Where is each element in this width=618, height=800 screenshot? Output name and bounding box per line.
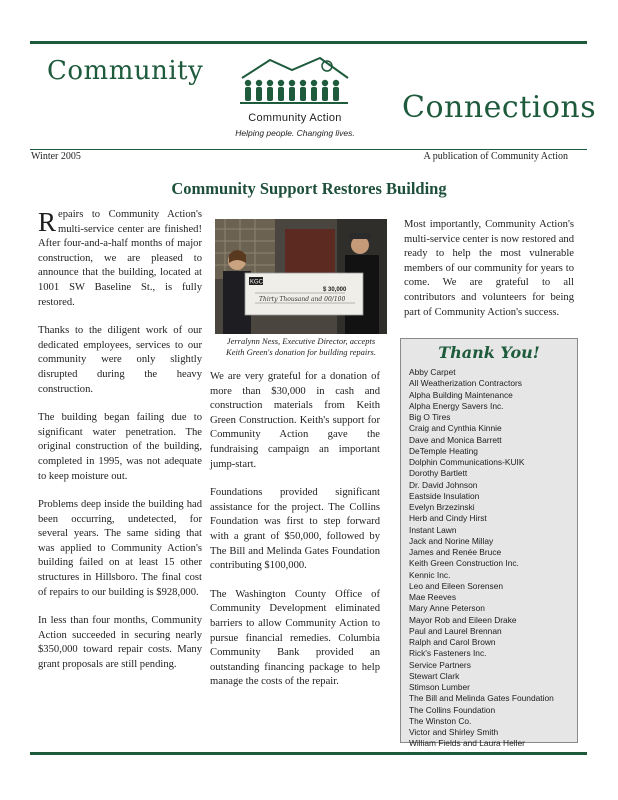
donor-name: James and Renée Bruce [409,547,502,557]
logo-tagline: Helping people. Changing lives. [235,128,355,138]
drop-cap: R [38,207,57,237]
article-paragraph: The building began failing due to significant water penetration. The original construction of the building, completed in 1995, was not adequate to keep moisture out. [38,412,202,482]
donor-name: Abby Carpet [409,367,456,377]
donor-name: Leo and Eileen Sorensen [409,580,504,591]
donor-name: Alpha Energy Savers Inc. [409,400,504,411]
article-paragraph: The Washington County Office of Community Development eliminated barriers to allow Community Action to pursue financial remedies. Columbia Community Bank provided an outstanding financing package to help manage the costs of the repair. [210,588,380,688]
donor-name: Kennic Inc. [409,569,451,580]
article-paragraph: Problems deep inside the building had been occurring, undetected, for several years. The same siding that was applied to Community Action's building failed on at least 15 other structures in Hillsboro. The final cost of repairs to our building is $928,000. [38,499,202,598]
svg-text:KGC: KGC [250,279,264,286]
logo-name: Community Action [248,112,342,124]
bottom-rule [30,752,587,755]
article-paragraph: Most importantly, Community Action's multi-service center is now restored and ready to help the most vulnerable members of our community for years to come. We are grateful to all contributors and volunteers for being part of Community Action's success. [404,219,574,318]
article-column-3 [404,218,574,334]
donor-name: Herb and Cindy Hirst [409,513,487,524]
article-column-2 [210,370,380,704]
donor-name: Stewart Clark [409,670,460,681]
article-headline: Community Support Restores Building [171,179,447,198]
article-paragraph: In less than four months, Community Action succeeded in securing nearly $350,000 toward repair costs. Many grant proposals are still pending. [38,615,202,671]
photo-caption-line: Keith Green's donation for building repairs. [226,347,376,357]
check-text: Thirty Thousand and 00/100 [259,296,346,303]
donor-name: Alpha Building Maintenance [409,389,513,400]
publication-line: A publication of Community Action [423,151,568,162]
donor-list [409,367,554,750]
photo-caption [210,336,392,358]
donor-name: Keith Green Construction Inc. [409,558,519,569]
donor-name: Mayor Rob and Eileen Drake [409,614,517,625]
donor-name: Dave and Monica Barrett [409,434,502,445]
masthead-connections: Connections [402,90,597,125]
issue-date: Winter 2005 [31,151,81,162]
donor-name: Dolphin Communications-KUIK [409,457,525,467]
donation-photo [215,219,387,334]
article-column-1 [38,208,202,687]
donor-name: The Winston Co. [409,715,472,726]
donor-name: Dorothy Bartlett [409,468,468,479]
donor-name: The Bill and Melinda Gates Foundation [409,693,554,704]
donor-name: Eastside Insulation [409,490,480,501]
masthead-community: Community [47,56,204,86]
check-amount: $ 30,000 [323,287,347,293]
article-paragraph: We are very grateful for a donation of more than $30,000 in cash and construction materials from Keith Green Construction. Keith's support for Community Action gave the fundraising campaign an important jump-start. [210,371,380,470]
photo-illustration [215,219,387,334]
donor-name: Victor and Shirley Smith [409,727,499,737]
donor-name: The Collins Foundation [409,704,496,715]
donor-name: Dr. David Johnson [409,479,478,490]
donor-name: Mae Reeves [409,592,457,602]
donor-name: Ralph and Carol Brown [409,637,496,647]
donor-name: Paul and Laurel Brennan [409,625,502,636]
donor-name: Mary Anne Peterson [409,603,485,614]
logo-people-icon [230,56,360,112]
donor-name: Instant Lawn [409,524,457,535]
thank-you-box [400,338,578,749]
article-paragraph: Foundations provided significant assistance for the project. The Collins Foundation was first to step forward with a grant of $50,000, followed by The Bill and Melinda Gates Foundation contributing $100,000. [210,487,380,572]
donor-name: Service Partners [409,659,471,670]
article-paragraph: Thanks to the diligent work of our dedicated employees, services to our community were only slightly disrupted during the heavy construction. [38,325,202,395]
donor-name: DeTemple Heating [409,445,478,456]
thank-you-title: Thank You! [438,343,540,362]
donor-name: All Weatherization Contractors [409,378,522,389]
donor-name: William Fields and Laura Heller [409,738,525,749]
community-action-logo [230,56,360,144]
donor-name: Rick's Fasteners Inc. [409,648,487,659]
donor-name: Big O Tires [409,412,451,422]
donor-name: Jack and Norine Millay [409,535,494,546]
donor-name: Evelyn Brzezinski [409,502,475,512]
donor-name: Craig and Cynthia Kinnie [409,423,502,434]
masthead-divider [30,149,587,150]
top-rule [30,41,587,44]
paragraph-text: epairs to Community Action's multi-service center are finished! After four-and-a-half months of major construction, we are pleased to announce that the building, located at 1001 SW Baseline St., is fully restored. [38,209,202,308]
photo-caption-line: Jerralynn Ness, Executive Director, accepts [226,336,376,346]
article-paragraph [38,208,202,310]
donor-name: Stimson Lumber [409,682,470,692]
